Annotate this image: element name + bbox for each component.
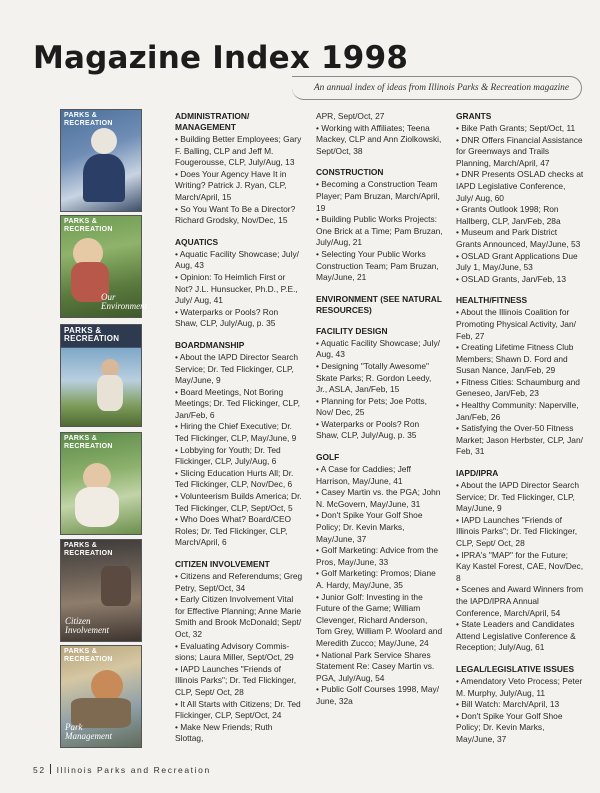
index-entry: • About the Illinois Coalition for Promoting Physical Activity, Jan/ Feb, 27 [456,307,576,341]
section-heading: BOARDMANSHIP [175,339,245,350]
index-entry: • Public Golf Courses 1998, May/ June, 32a [316,684,440,706]
index-entry: • Hiring the Chief Executive; Dr. Ted Flickinger, CLP, May/June, 9 [175,421,297,444]
cover-thumbnail-5 [60,539,142,642]
cover-thumbnails [60,109,148,749]
index-entry: • Building Better Employees; Gary F. Balling, CLP and Jeff M. Fougerousse, CLP, July/Aug, 13 [175,134,302,168]
index-entry: • About the IAPD Director Search Service; Dr. Ted Flickinger, CLP, May/June, 9 [456,480,580,514]
publication-name: Illinois Parks and Recreation [56,765,211,775]
index-entry: • It All Starts with Citizens; Dr. Ted Flickinger, CLP, Sept/Oct, 24 [175,698,301,721]
footer-divider [50,764,51,774]
cover-thumbnail-6 [60,645,142,748]
section-heading: GRANTS [456,111,492,121]
index-entry: • Evaluating Advisory Commis- sions; Laura Miller, Sept/Oct, 29 [175,640,294,663]
index-entry: • Amendatory Veto Process; Peter M. Murphy, July/Aug, 11 [456,675,583,698]
index-entry: • Opinion: To Heimlich First or Not? J.L. Hunsucker, Ph.D., P.E., July/ Aug, 41 [175,271,298,306]
index-entry: • Early Citizen Involvement Vital for Effective Planning; Anne Marie Smith and Brook McDonald; Sept/ Oct, 32 [175,594,302,639]
index-entry: • DNR Presents OSLAD checks at IAPD Legislative Conference, July/ Aug, 60 [456,169,584,203]
index-entry: • Fitness Cities: Schaumburg and Geneseo, Jan/Feb, 23 [456,376,580,399]
index-entry: • Who Does What? Board/CEO Roles; Dr. Ted Flickinger, CLP, March/April, 6 [175,514,292,548]
index-entry: • Slicing Education Hurts All; Dr. Ted Flickinger, CLP, Nov/Dec, 6 [175,467,294,490]
cover-masthead: PARKS & RECREATION [64,326,120,343]
cover-masthead: PARKS & RECREATION [64,435,113,450]
cover-masthead: PARKS & RECREATION [64,112,113,127]
index-entry: • Museum and Park District Grants Announced, May/June, 53 [456,227,581,249]
index-section [316,167,444,283]
section-heading: ENVIRONMENT (SEE NATURAL RESOURCES) [316,293,442,315]
page-title: Magazine Index 1998 [33,40,409,76]
section-heading: FACILITY DESIGN [316,325,388,336]
cover-masthead: PARKS & RECREATION [64,542,113,557]
index-entry: • State Leaders and Candidates Attend Legislative Conference & Reception; July/Aug, 61 [456,619,576,653]
index-section [316,326,444,442]
index-section [456,664,584,746]
cover-tag: Our Environment [101,292,148,311]
index-entry: • Creating Lifetime Fitness Club Members; Shawn D. Ford and Susan Nance, Jan/Feb, 29 [456,342,574,376]
index-entry: • Board Meetings, Not Boring Meetings; Dr. Ted Flickinger, CLP, Jan/Feb, 6 [175,386,300,420]
index-entry: • Selecting Your Public Works Construction Team; Pam Bruzan, May/June, 21 [316,248,439,283]
index-entry: • IPRA's "MAP" for the Future; Kay Kastel Forest, CAE, Nov/Dec, 8 [456,549,584,583]
index-section [316,294,444,316]
section-heading: GOLF [316,452,340,463]
section-heading: AQUATICS [175,236,219,247]
index-entry: • Don't Spike Your Golf Shoe Policy; Dr. Kevin Marks, May/June, 37 [456,710,563,744]
index-entry: • Designing "Totally Awesome" Skate Parks; R. Gordon Leedy, Jr., ASLA, Jan/Feb, 15 [316,360,432,395]
cover-thumbnail-1 [60,109,142,212]
index-entry: APR, Sept/Oct, 27 [316,111,385,121]
index-section [175,559,303,745]
index-section [175,111,303,227]
cover-tag: Citizen Involvement [65,616,109,635]
index-entry: • Make New Friends; Ruth Slottag, [175,721,273,744]
index-entry: • Waterparks or Pools? Ron Shaw, CLP, July/Aug, p. 35 [316,418,420,441]
index-entry: • Citizens and Referendums; Greg Petry, Sept/Oct, 34 [175,571,303,593]
section-heading: LEGAL/LEGISLATIVE ISSUES [456,663,575,674]
index-entry: • Golf Marketing: Advice from the Pros, May/June, 33 [316,545,439,567]
index-entry: • Aquatic Facility Showcase; July/ Aug, 43 [175,248,299,271]
section-heading: IAPD/IPRA [456,468,499,479]
index-column-3 [456,111,584,756]
cover-thumbnail-2 [60,215,148,318]
section-heading: HEALTH/FITNESS [456,295,528,306]
index-column-2 [316,111,444,718]
cover-tag: Park Management [65,722,112,741]
index-entry: • Volunteerism Builds America; Dr. Ted Flickinger, CLP, Sept/Oct, 5 [175,491,302,513]
index-entry: • Don't Spike Your Golf Shoe Policy; Dr. Kevin Marks, May/June, 37 [316,510,423,544]
index-entry: • About the IAPD Director Search Service; Dr. Ted Flickinger, CLP, May/June, 9 [175,351,299,386]
index-entry: • A Case for Caddies; Jeff Harrison, May/June, 41 [316,464,411,486]
index-entry: • IAPD Launches "Friends of Illinois Parks"; Dr. Ted Flickinger, CLP, Sept/ Oct, 28 [175,663,297,697]
index-entry: • Scenes and Award Winners from the IAPD/IPRA Annual Conference, March/April, 54 [456,584,584,618]
subtitle-banner [292,76,582,100]
index-entry: • Becoming a Construction Team Player; Pam Bruzan, March/April, 19 [316,179,440,213]
index-entry: • Waterparks or Pools? Ron Shaw, CLP, July/Aug, p. 35 [175,306,279,329]
index-entry: • Grants Outlook 1998; Ron Hallberg, CLP, Jan/Feb, 28a [456,204,561,226]
index-entry: • Bill Watch: March/April, 13 [456,699,560,710]
section-heading: CITIZEN INVOLVEMENT [175,559,270,569]
index-entry: • IAPD Launches "Friends of Illinois Parks"; Dr. Ted Flickinger, CLP, Sept/ Oct, 28 [456,514,578,548]
cover-masthead: PARKS & RECREATION [64,218,113,233]
page-footer [33,764,211,775]
index-entry: • OSLAD Grant Applications Due July 1, May/June, 53 [456,250,578,273]
index-entry: • Building Public Works Projects: One Brick at a Time; Pam Bruzan, July/Aug, 21 [316,214,443,248]
index-entry: • Satisfying the Over-50 Fitness Market; Jason Herbster, CLP, Jan/ Feb, 31 [456,423,583,457]
index-section [175,237,303,330]
index-section [175,340,303,549]
section-heading: ADMINISTRATION/ MANAGEMENT [175,111,250,132]
index-column-1 [175,111,303,755]
index-entry: • DNR Offers Financial Assistance for Greenways and Trails Planning, March/April, 47 [456,134,583,168]
subtitle-text: An annual index of ideas from Illinois Parks & Recreation magazine [314,83,569,93]
cover-masthead: PARKS & RECREATION [64,648,113,663]
cover-thumbnail-4 [60,432,142,535]
index-entry: • Lobbying for Youth; Dr. Ted Flickinger, CLP, July/Aug, 6 [175,444,281,467]
index-entry: • Planning for Pets; Joe Potts, Nov/ Dec, 25 [316,395,427,418]
index-entry: • Working with Affiliates; Teena Mackey, CLP and Ann Ziolkowski, Sept/Oct, 38 [316,122,442,156]
cover-thumbnail-3 [60,324,142,427]
index-entry: • So You Want To Be a Director? Richard Grodsky, Nov/Dec, 15 [175,203,296,226]
index-entry: • Bike Path Grants; Sept/Oct, 11 [456,123,576,133]
index-entry: • Healthy Community: Naperville, Jan/Feb, 26 [456,400,579,422]
index-entry: • Does Your Agency Have It in Writing? Patrick J. Ryan, CLP, March/April, 15 [175,168,287,202]
index-section [456,295,584,458]
index-entry: • Golf Marketing: Promos; Diane A. Hardy, May/June, 35 [316,568,436,590]
section-heading: CONSTRUCTION [316,167,384,178]
index-section [456,468,584,654]
index-section [316,452,444,707]
index-section [456,111,584,285]
index-entry: • National Park Service Shares Statement Re: Casey Martin vs. PGA, July/Aug, 54 [316,649,435,683]
index-section [316,111,444,157]
index-entry: • Junior Golf: Investing in the Future of the Game; William Clevenger, Richard Anderson, Tom Grey, William P. Woolard and Meredith Zucco; May/June, 24 [316,591,443,648]
index-entry: • Casey Martin vs. the PGA; John N. McGovern, May/June, 31 [316,487,441,509]
index-entry: • OSLAD Grants, Jan/Feb, 13 [456,273,566,284]
index-entry: • Aquatic Facility Showcase; July/ Aug, 43 [316,337,440,360]
page-number: 52 [33,765,46,775]
